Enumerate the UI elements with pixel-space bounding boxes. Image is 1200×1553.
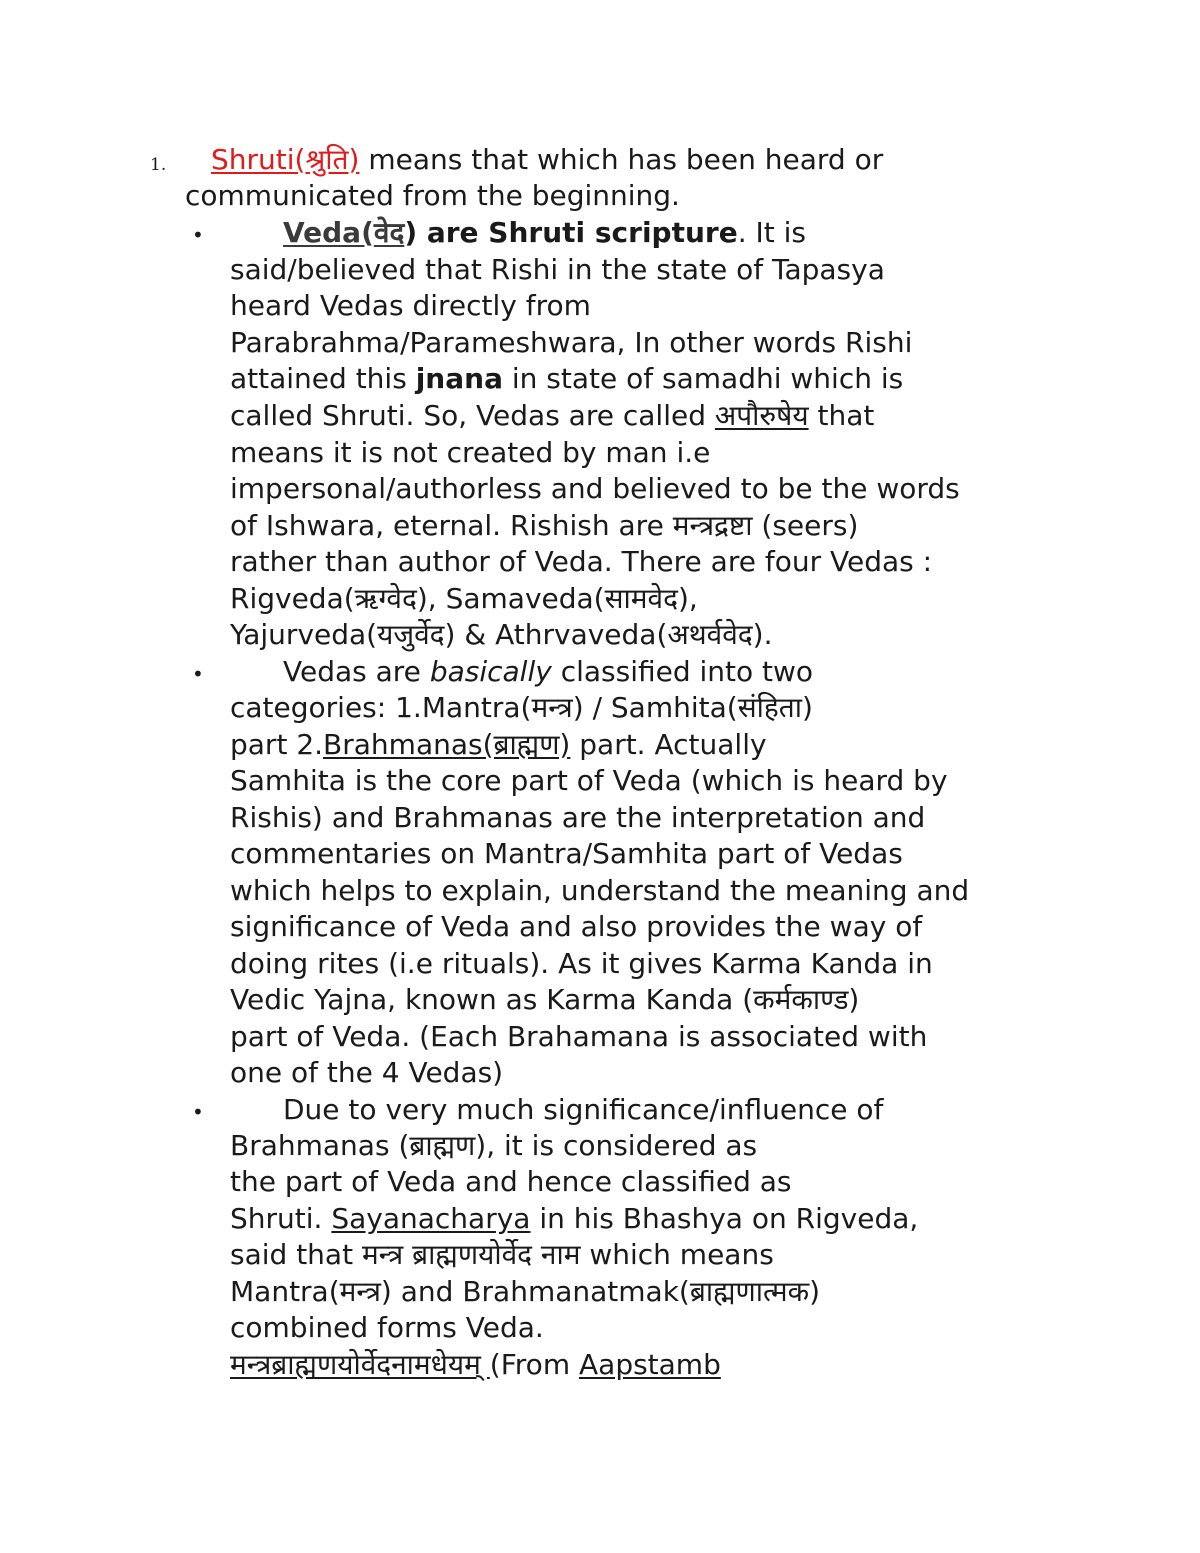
aapstamb-link[interactable]: Aapstamb [579, 1348, 721, 1381]
bullet-1-line-10: rather than author of Veda. There are four Vedas : [230, 545, 933, 578]
bullet-3-dot: • [192, 1100, 204, 1124]
bullet-2-line-10: Vedic Yajna, known as Karma Kanda (कर्मकाण्ड) [230, 983, 860, 1016]
bullet-2-line-11: part of Veda. (Each Brahamana is associated with [230, 1020, 928, 1053]
bullet-2-line-6: commentaries on Mantra/Samhita part of Vedas [230, 837, 903, 870]
bullet-2-line-1: Vedas are basically classified into two [283, 655, 814, 688]
veda-link[interactable]: Veda(वेद [283, 216, 405, 249]
bullet-1-line-11: Rigveda(ऋग्वेद), Samaveda(सामवेद), [230, 582, 698, 615]
bullet-1-line-3: heard Vedas directly from [230, 289, 591, 322]
jnana-bold: jnana [415, 362, 503, 395]
bullet-2-line-12: one of the 4 Vedas) [230, 1056, 504, 1089]
shruti-link[interactable]: Shruti(श्रुति) [211, 143, 360, 176]
bullet-1-line-1: Veda(वेद) are Shruti scripture. It is [283, 216, 807, 249]
bullet-2-line-7: which helps to explain, understand the meaning and [230, 874, 970, 907]
apaurusheya-link[interactable]: अपौरुषेय [714, 399, 809, 432]
brahmanas-link[interactable]: Brahmanas(ब्राह्मण) [323, 728, 571, 761]
bullet-1-line-8: impersonal/authorless and believed to be the words [230, 472, 960, 505]
bullet-1-line-7: means it is not created by man i.e [230, 436, 711, 469]
bullet-1-line-4: Parabrahma/Parameshwara, In other words Rishi [230, 326, 913, 359]
shruti-line-1: Shruti(श्रुति) means that which has been heard or [211, 143, 884, 176]
shruti-line-2: communicated from the beginning. [185, 179, 680, 212]
sayanacharya-link[interactable]: Sayanacharya [331, 1202, 531, 1235]
bullet-3-line-8: मन्त्रब्राह्मणयोर्वेदनामधेयम् (From Aapstamb [230, 1348, 721, 1381]
bullet-1-dot: • [192, 223, 204, 247]
bullet-1-line-5: attained this jnana in state of samadhi which is [230, 362, 904, 395]
bullet-2-line-8: significance of Veda and also provides the way of [230, 910, 923, 943]
bullet-2-line-4: Samhita is the core part of Veda (which is heard by [230, 764, 948, 797]
bullet-3-line-6: Mantra(मन्त्र) and Brahmanatmak(ब्राह्मणात्मक) [230, 1275, 821, 1308]
bullet-2-dot: • [192, 662, 204, 686]
bullet-1-line-9: of Ishwara, eternal. Rishish are मन्त्रद्रष्टा (seers) [230, 509, 859, 542]
basically-italic: basically [429, 655, 552, 688]
bullet-3-line-7: combined forms Veda. [230, 1311, 544, 1344]
bullet-3-line-5: said that मन्त्र ब्राह्मणयोर्वेद नाम which means [230, 1238, 774, 1271]
bullet-2-line-2: categories: 1.Mantra(मन्त्र) / Samhita(संहिता) [230, 691, 813, 724]
sanskrit-quote: मन्त्रब्राह्मणयोर्वेदनामधेयम् [230, 1348, 490, 1381]
bullet-2-line-3: part 2.Brahmanas(ब्राह्मण) part. Actually [230, 728, 767, 761]
bullet-2-line-5: Rishis) and Brahmanas are the interpretation and [230, 801, 926, 834]
bullet-3-line-3: the part of Veda and hence classified as [230, 1165, 792, 1198]
bullet-1-line-6: called Shruti. So, Vedas are called अपौरुषेय that [230, 399, 875, 432]
bullet-3-line-2: Brahmanas (ब्राह्मण), it is considered as [230, 1129, 758, 1162]
bullet-1-line-2: said/believed that Rishi in the state of Tapasya [230, 253, 885, 286]
bullet-3-line-1: Due to very much significance/influence of [283, 1093, 884, 1126]
bullet-2-line-9: doing rites (i.e rituals). As it gives Karma Kanda in [230, 947, 933, 980]
bullet-3-line-4: Shruti. Sayanacharya in his Bhashya on Rigveda, [230, 1202, 919, 1235]
bullet-1-line-12: Yajurveda(यजुर्वेद) & Athrvaveda(अथर्ववेद). [230, 618, 773, 651]
list-number: 1. [150, 155, 167, 175]
